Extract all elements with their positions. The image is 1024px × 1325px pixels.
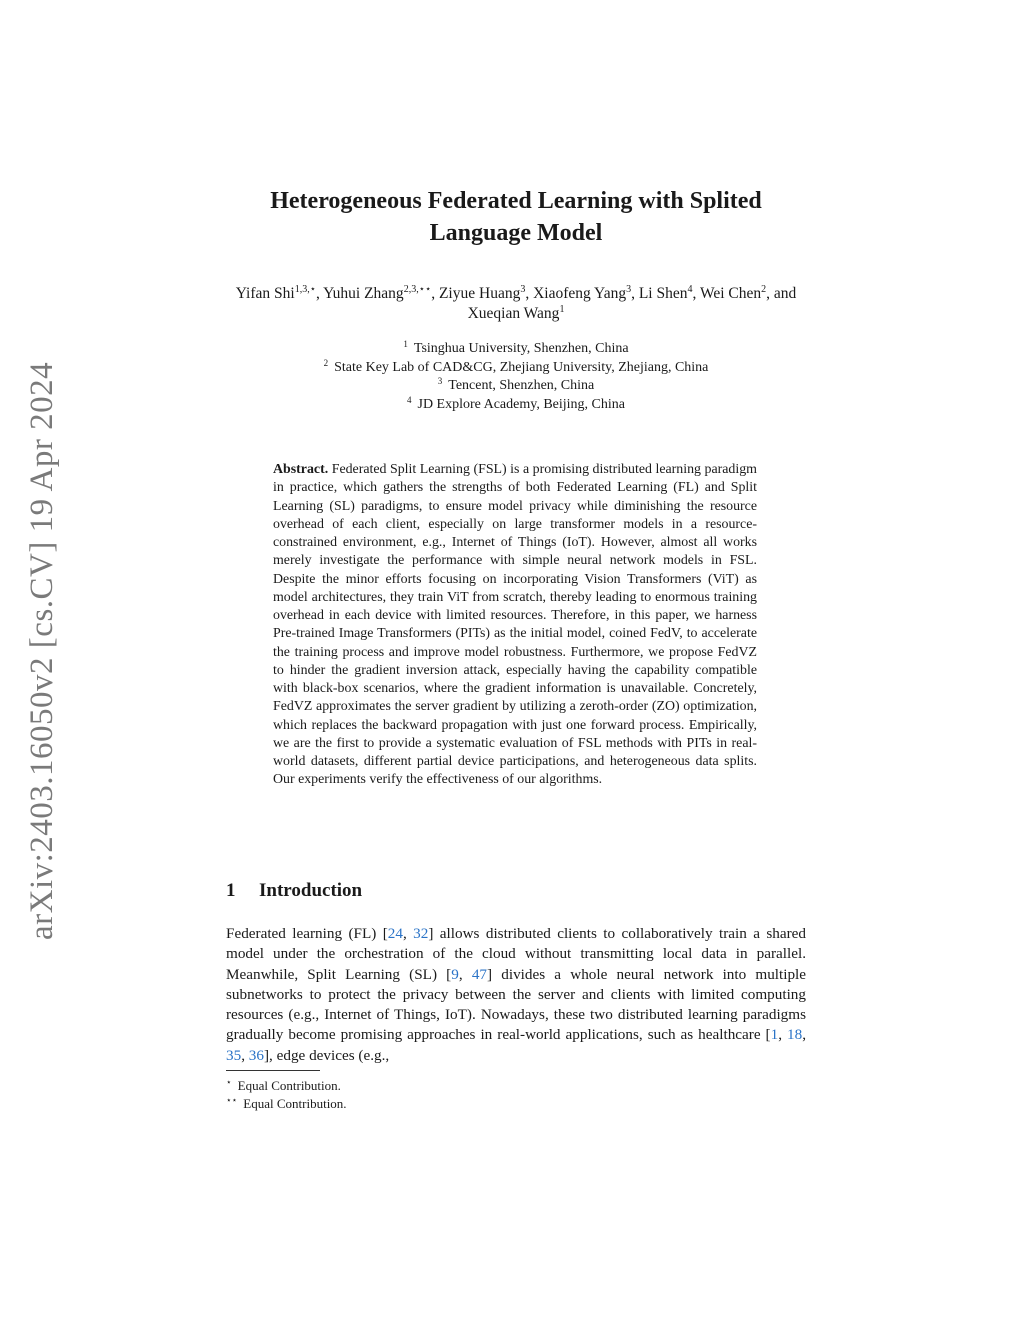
author-name: Yifan Shi xyxy=(235,285,295,302)
intro-text: , xyxy=(802,1026,806,1044)
author-name: Yuhui Zhang xyxy=(323,285,404,302)
author-list xyxy=(226,284,806,324)
arxiv-identifier: arXiv:2403.16050v2 [cs.CV] 19 Apr 2024 xyxy=(24,361,60,940)
footnote-divider xyxy=(226,1070,320,1071)
author-name: Wei Chen xyxy=(699,285,762,302)
introduction-paragraph xyxy=(226,924,806,1066)
citation-link[interactable]: 32 xyxy=(413,925,429,942)
footnote-text: Equal Contribution. xyxy=(237,1078,341,1093)
affiliation-line xyxy=(226,359,806,378)
section-title: Introduction xyxy=(259,880,363,901)
author-separator: , xyxy=(315,285,324,302)
author-affiliation-mark: 2 xyxy=(761,284,767,295)
author-separator: , xyxy=(525,285,534,302)
author-affiliation-mark: 2,3,⋆⋆ xyxy=(403,284,432,295)
intro-text: Federated learning (FL) [ xyxy=(226,925,388,942)
affiliation-mark: 4 xyxy=(407,394,412,405)
section-number: 1 xyxy=(226,880,236,901)
author-name: Xueqian Wang xyxy=(467,305,560,322)
footnote xyxy=(226,1095,806,1113)
author-separator: , xyxy=(692,285,700,302)
author-separator: , xyxy=(431,285,439,302)
section-heading-introduction xyxy=(226,880,362,902)
affiliation-line xyxy=(226,396,806,415)
author-separator: , and xyxy=(766,285,797,302)
footnote-text: Equal Contribution. xyxy=(243,1096,347,1111)
author-affiliation-mark: 1,3,⋆ xyxy=(294,284,316,295)
author-name: Ziyue Huang xyxy=(438,285,521,302)
author-affiliation-mark: 4 xyxy=(687,284,693,295)
author-affiliation-mark: 3 xyxy=(626,284,632,295)
citation-link[interactable]: 47 xyxy=(471,965,488,983)
citation-link[interactable]: 35 xyxy=(226,1046,242,1064)
intro-text: , xyxy=(458,965,472,983)
abstract-label: Abstract. xyxy=(273,462,329,477)
affiliation-mark: 1 xyxy=(403,339,408,349)
citation-link[interactable]: 36 xyxy=(248,1046,264,1064)
author-name: Li Shen xyxy=(638,285,688,302)
author-affiliation-mark: 3 xyxy=(520,284,526,295)
affiliation-line xyxy=(226,377,806,396)
citation-link[interactable]: 24 xyxy=(387,925,403,942)
intro-text: ] allows distributed clients to collaboratively train a shared model under the orchestration of the cloud without transmitting local data in parallel. Meanwhile, Split Learning (SL) [ xyxy=(226,925,806,983)
citation-link[interactable]: 9 xyxy=(451,965,459,983)
intro-text: ] divides a whole neural network into multiple subnetworks to protect the privacy between the server and clients with limited computing resources (e.g., Internet of Things, IoT). Nowadays, these two distributed learning paradigms gradually become promising approaches in real-world applications, such as healthcare [ xyxy=(226,965,807,1044)
affiliation-line xyxy=(226,340,806,359)
footnote-list xyxy=(226,1077,806,1113)
affiliation-mark: 2 xyxy=(323,357,329,368)
citation-link[interactable]: 18 xyxy=(787,1026,803,1044)
abstract xyxy=(273,461,757,790)
intro-text: , xyxy=(778,1026,788,1044)
affiliation-mark: 3 xyxy=(437,376,443,386)
affiliation-text: State Key Lab of CAD&CG, Zhejiang University, Zhejiang, China xyxy=(334,359,709,375)
footnote-mark: ⋆⋆ xyxy=(226,1095,238,1105)
author-name: Xiaofeng Yang xyxy=(533,285,627,302)
footnote xyxy=(226,1077,806,1095)
affiliation-list xyxy=(226,340,806,414)
abstract-text: Federated Split Learning (FSL) is a promising distributed learning paradigm in practice, which gathers the strengths of both Federated Learning (FL) and Split Learning (SL) paradigms, to ensure model privacy while diminishing the resource overhead of each client, especially on large transformer models in a resource-constrained environment, e.g., Internet of Things (IoT). However, almost all works merely investigate the performance with simple neural network models in FSL. Despite the minor efforts focusing on incorporating Vision Transformers (ViT) as model architectures, they train ViT from scratch, thereby leading to enormous training overhead in each device with limited resources. Therefore, in this paper, we harness Pre-trained Image Transformers (PITs) as the initial model, coined FedV, to accelerate the training process and improve model robustness. Furthermore, we propose FedVZ to hinder the gradient inversion attack, especially having the capability compatible with black-box scenarios, where the gradient information is unavailable. Concretely, FedVZ approximates the server gradient by utilizing a zeroth-order (ZO) optimization, which replaces the backward propagation with just one forward process. Empirically, we are the first to provide a systematic evaluation of FSL methods with PITs in real-world datasets, different partial device participations, and heterogeneous data splits. Our experiments verify the effectiveness of our algorithms. xyxy=(273,462,757,788)
intro-text: , xyxy=(241,1046,249,1064)
footnote-mark: ⋆ xyxy=(226,1077,232,1087)
author-affiliation-mark: 1 xyxy=(559,304,565,315)
citation-link[interactable]: 1 xyxy=(770,1026,779,1044)
affiliation-text: JD Explore Academy, Beijing, China xyxy=(417,396,625,412)
affiliation-text: Tencent, Shenzhen, China xyxy=(448,378,595,393)
author-separator: , xyxy=(631,285,639,302)
intro-text: , xyxy=(402,925,414,942)
paper-title: Heterogeneous Federated Learning with Splited Language Model xyxy=(270,188,762,246)
affiliation-text: Tsinghua University, Shenzhen, China xyxy=(413,341,629,356)
intro-text: ], edge devices (e.g., xyxy=(263,1046,390,1064)
